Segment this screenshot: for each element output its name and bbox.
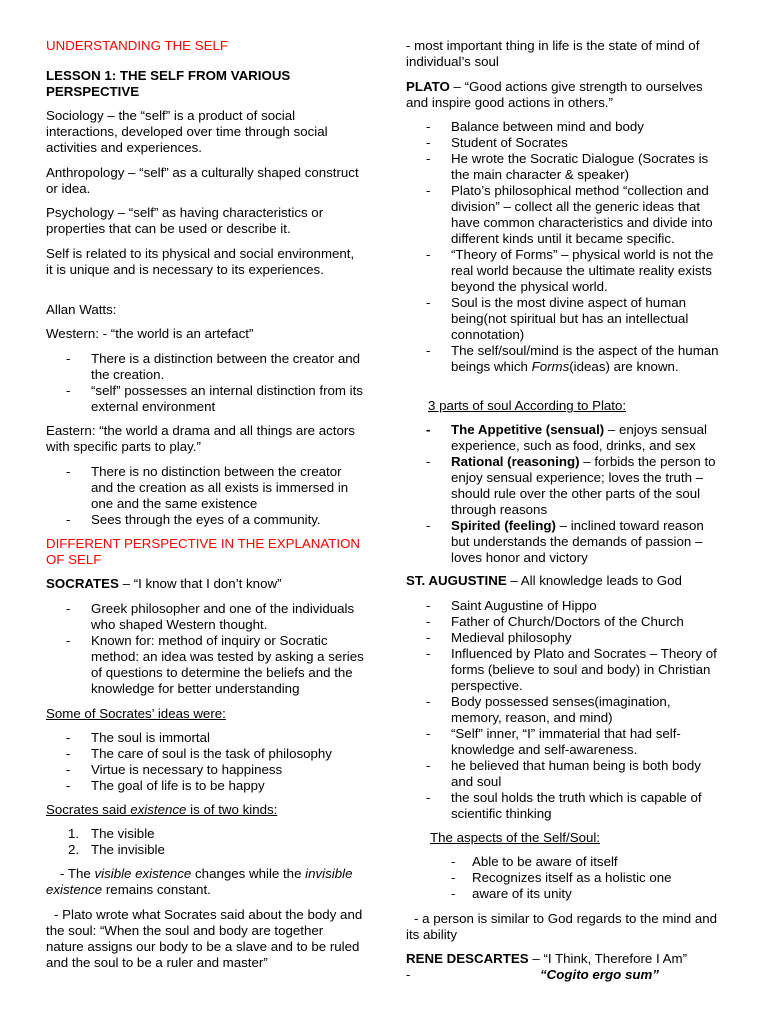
plato-heading: PLATO – “Good actions give strength to ourselves and inspire good actions in others.” [406,79,703,110]
list-item: - Soul is the most divine aspect of human being(not spiritual but has an intellectual connotation) [426,295,689,342]
cogito-line: - “Cogito ergo sum” [406,967,659,982]
document-title: UNDERSTANDING THE SELF [46,38,228,53]
cogito-quote: “Cogito ergo sum” [540,967,659,982]
three-parts-heading: 3 parts of soul According to Plato: [428,398,627,413]
aspects-heading: The aspects of the Self/Soul: [430,830,601,845]
psychology-paragraph: Psychology – “self” as having characteristics or properties that can be used or describe it. [46,205,324,236]
list-item: - He wrote the Socratic Dialogue (Socrates is the main character & speaker) [426,151,709,182]
list-item: - Recognizes itself as a holistic one [451,870,672,885]
existence-kinds-list [46,826,364,858]
list-item: - The Appetitive (sensual) – enjoys sensual experience, such as food, drinks, and sex [426,422,707,453]
soul-parts-list [406,422,722,566]
list-item: - Rational (reasoning) – forbids the person to enjoy sensual experience; loves the truth – should rule over the other parts of the soul through reasons [426,454,716,517]
anthropology-paragraph: Anthropology – “self” as a culturally shaped construct or idea. [46,165,359,196]
western-label: Western: - “the world is an artefact” [46,326,254,341]
augustine-list [406,598,722,822]
plato-wrote-paragraph: - Plato wrote what Socrates said about the body and the soul: “When the soul and body are together nature assigns our body to be a slave and to be ruled and the soul to be a ruler and master” [46,907,363,970]
eastern-list [46,464,364,528]
list-item: - he believed that human being is both body and soul [426,758,701,789]
descartes-heading: RENE DESCARTES – “I Think, Therefore I Am” [406,951,688,966]
list-item: - “Theory of Forms” – physical world is not the real world because the ultimate reality exists beyond the physical world. [426,247,714,294]
list-item: 1. The visible [68,826,155,841]
most-important-paragraph: - most important thing in life is the state of mind of individual’s soul [406,38,700,69]
list-item: - The soul is immortal [66,730,210,745]
plato-list [406,119,722,375]
list-item: - Spirited (feeling) – inclined toward reason but understands the demands of passion – loves honor and victory [426,518,704,565]
list-item: - Greek philosopher and one of the individuals who shaped Western thought. [66,601,355,632]
list-item: - Influenced by Plato and Socrates – Theory of forms (believe to soul and body) in Christian perspective. [426,646,717,693]
similar-god-paragraph: - a person is similar to God regards to the mind and its ability [406,911,718,942]
list-item: - Plato’s philosophical method “collection and division” – collect all the generic ideas that have common characteristics and divide into different kinds until it became specific. [426,183,713,246]
list-item: - Known for: method of inquiry or Socratic method: an idea was tested by asking a series of questions to determine the beliefs and the knowledge for better understanding [66,633,364,696]
list-item: - There is a distinction between the creator and the creation. [66,351,361,382]
augustine-heading: ST. AUGUSTINE – All knowledge leads to God [406,573,682,588]
list-item: - Sees through the eyes of a community. [66,512,321,527]
existence-heading: Socrates said existence is of two kinds: [46,802,278,817]
different-perspective-heading: DIFFERENT PERSPECTIVE IN THE EXPLANATION OF SELF [46,536,361,567]
list-item: 2. The invisible [68,842,165,857]
western-list [46,351,364,415]
socrates-list [46,601,364,697]
list-item: - Virtue is necessary to happiness [66,762,283,777]
list-item: - Body possessed senses(imagination, memory, reason, and mind) [426,694,671,725]
eastern-paragraph: Eastern: “the world a drama and all things are actors with specific parts to play.” [46,423,355,454]
list-item: - Balance between mind and body [426,119,644,134]
list-item: - the soul holds the truth which is capable of scientific thinking [426,790,702,821]
list-item: - The care of soul is the task of philosophy [66,746,332,761]
list-item: - Medieval philosophy [426,630,572,645]
list-item: - Father of Church/Doctors of the Church [426,614,684,629]
socrates-ideas-list [46,730,364,794]
socrates-ideas-heading: Some of Socrates’ ideas were: [46,706,226,721]
socrates-heading: SOCRATES – “I know that I don’t know” [46,576,282,591]
visible-existence-paragraph: - The visible existence changes while the invisible existence remains constant. [46,866,353,897]
list-item: - Able to be aware of itself [451,854,618,869]
list-item: - “Self” inner, “I” immaterial that had self-knowledge and self-awareness. [426,726,681,757]
list-item: - Student of Socrates [426,135,568,150]
sociology-paragraph: Sociology – the “self” is a product of social interactions, developed over time through social activities and experiences. [46,108,328,155]
list-item: - The self/soul/mind is the aspect of the human beings which Forms(ideas) are known. [426,343,719,374]
list-item: - There is no distinction between the creator and the creation as all exists is immersed in one and the same existence [66,464,349,511]
list-item: - aware of its unity [451,886,572,901]
list-item: - The goal of life is to be happy [66,778,265,793]
lesson-heading: LESSON 1: THE SELF FROM VARIOUS PERSPECTIVE [46,68,291,99]
list-item: - “self” possesses an internal distinction from its external environment [66,383,363,414]
self-related-paragraph: Self is related to its physical and social environment, it is unique and is necessary to its experiences. [46,246,355,277]
aspects-list [406,854,722,902]
list-item: - Saint Augustine of Hippo [426,598,597,613]
allan-watts-label: Allan Watts: [46,302,117,317]
